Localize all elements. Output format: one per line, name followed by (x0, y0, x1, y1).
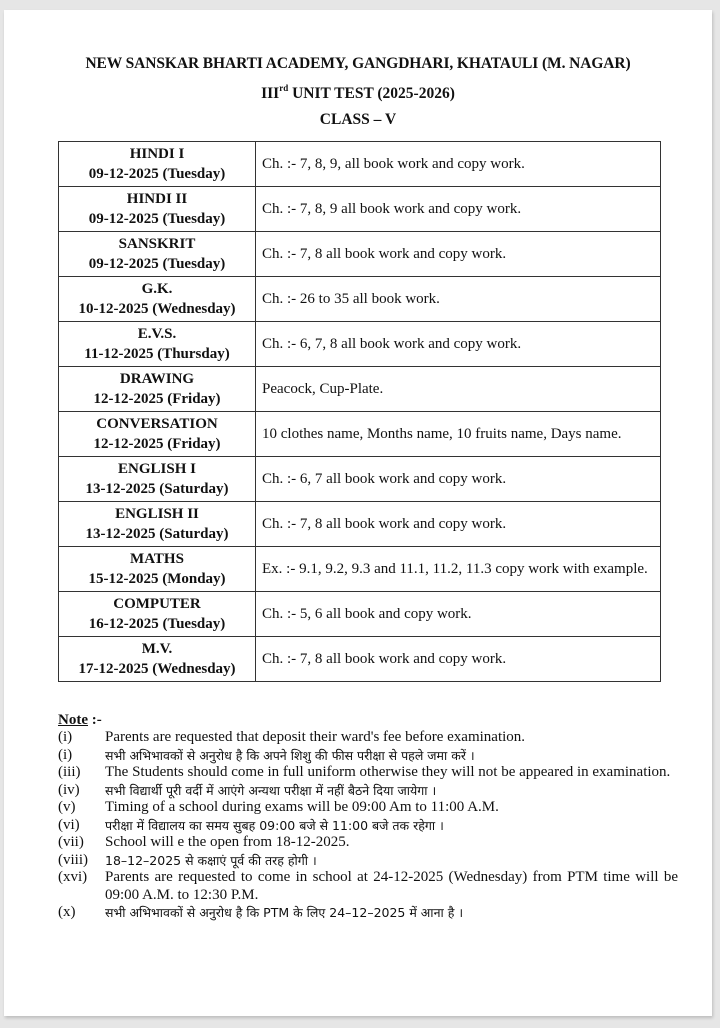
subject-cell (59, 277, 256, 322)
exam-date: 15-12-2025 (Monday) (88, 571, 226, 587)
exam-date: 09-12-2025 (Tuesday) (88, 166, 226, 182)
subject-cell (59, 502, 256, 547)
table-row (59, 232, 661, 277)
note-text: Parents are requested to come in school at 24-12-2025 (Wednesday) from PTM time will be 09:00 A.M. to 12:30 P.M. (105, 869, 678, 903)
document-page (4, 10, 712, 1016)
syllabus-cell: Ex. :- 9.1, 9.2, 9.3 and 11.1, 11.2, 11.3 copy work with example. (256, 547, 661, 592)
class-title: CLASS – V (319, 111, 397, 128)
subject-cell (59, 187, 256, 232)
note-number: (viii) (58, 851, 88, 868)
table-row (59, 412, 661, 457)
note-number: (x) (58, 904, 76, 920)
note-number: (iii) (58, 764, 81, 780)
subject-name: COMPUTER (113, 596, 201, 612)
syllabus-cell: Ch. :- 7, 8 all book work and copy work. (256, 637, 661, 682)
syllabus-cell: 10 clothes name, Months name, 10 fruits name, Days name. (256, 412, 661, 457)
subject-name: DRAWING (119, 371, 195, 387)
subject-cell (59, 592, 256, 637)
note-text: Timing of a school during exams will be 09:00 Am to 11:00 A.M. (105, 799, 499, 815)
table-row (59, 322, 661, 367)
test-title-sup: rd (279, 83, 289, 93)
exam-date: 17-12-2025 (Wednesday) (78, 661, 236, 677)
note-item (58, 817, 678, 835)
note-text: Parents are requested that deposit their ward's fee before examination. (105, 729, 526, 745)
table-row (59, 637, 661, 682)
table-row (59, 547, 661, 592)
subject-name: ENGLISH I (118, 461, 196, 477)
exam-date: 12-12-2025 (Friday) (93, 436, 221, 452)
exam-date: 16-12-2025 (Tuesday) (88, 616, 226, 632)
subject-name: MATHS (130, 551, 184, 567)
table-row (59, 187, 661, 232)
note-item (58, 799, 678, 817)
subject-name: M.V. (141, 641, 173, 657)
note-item (58, 764, 678, 782)
table-row (59, 142, 661, 187)
table-row (59, 592, 661, 637)
note-item (58, 729, 678, 747)
subject-cell (59, 142, 256, 187)
subject-cell (59, 232, 256, 277)
table-row (59, 502, 661, 547)
table-row (59, 457, 661, 502)
subject-name: ENGLISH II (115, 506, 199, 522)
subject-name: E.V.S. (137, 326, 177, 342)
syllabus-cell: Peacock, Cup-Plate. (256, 367, 661, 412)
school-name: NEW SANSKAR BHARTI ACADEMY, GANGDHARI, KHATAULI (M. NAGAR) (85, 55, 631, 72)
notes-title-suffix: :- (88, 712, 102, 728)
syllabus-cell: Ch. :- 7, 8 all book work and copy work. (256, 502, 661, 547)
syllabus-cell: Ch. :- 7, 8, 9, all book work and copy work. (256, 142, 661, 187)
note-number: (xvi) (58, 869, 88, 885)
exam-date: 09-12-2025 (Tuesday) (88, 256, 226, 272)
note-item (58, 869, 678, 904)
note-text: The Students should come in full uniform otherwise they will not be appeared in examination. (105, 764, 671, 780)
note-text: परीक्षा में विद्यालय का समय सुबह 09:00 बजे से 11:00 बजे तक रहेगा । (105, 817, 444, 833)
table-row (59, 277, 661, 322)
test-title-suffix: UNIT TEST (2025-2026) (288, 85, 455, 102)
exam-date: 12-12-2025 (Friday) (93, 391, 221, 407)
syllabus-cell: Ch. :- 5, 6 all book and copy work. (256, 592, 661, 637)
note-item (58, 852, 678, 870)
subject-name: SANSKRIT (118, 236, 196, 252)
exam-date: 13-12-2025 (Saturday) (85, 481, 229, 497)
syllabus-cell: Ch. :- 6, 7, 8 all book work and copy work. (256, 322, 661, 367)
subject-cell (59, 412, 256, 457)
note-number: (vii) (58, 834, 84, 850)
subject-name: CONVERSATION (96, 416, 218, 432)
note-text: सभी अभिभावकों से अनुरोध है कि PTM के लिए 24–12–2025 में आना है । (105, 905, 464, 920)
note-number: (v) (58, 799, 76, 815)
note-text: सभी अभिभावकों से अनुरोध है कि अपने शिशु की फीस परीक्षा से पहले जमा करें । (105, 747, 475, 763)
note-text: सभी विद्यार्थी पूरी वर्दी में आएंगे अन्यथा परीक्षा में नहीं बैठने दिया जायेगा । (105, 782, 437, 798)
subject-name: HINDI I (129, 146, 185, 162)
exam-schedule-table (58, 141, 661, 682)
subject-cell (59, 367, 256, 412)
notes-section (58, 712, 678, 922)
note-text: School will e the open from 18-12-2025. (105, 834, 350, 850)
exam-date: 11-12-2025 (Thursday) (84, 346, 230, 362)
note-item (58, 904, 678, 922)
note-text: 18–12–2025 से कक्षाएं पूर्व की तरह होगी । (105, 852, 317, 868)
subject-cell (59, 637, 256, 682)
subject-name: G.K. (141, 281, 173, 297)
note-number: (i) (58, 746, 73, 763)
subject-cell (59, 322, 256, 367)
syllabus-cell: Ch. :- 26 to 35 all book work. (256, 277, 661, 322)
subject-name: HINDI II (126, 191, 188, 207)
note-item (58, 834, 678, 852)
note-item (58, 782, 678, 800)
note-number: (vi) (58, 816, 80, 833)
exam-date: 10-12-2025 (Wednesday) (78, 301, 236, 317)
test-title-prefix: III (261, 85, 280, 102)
table-row (59, 367, 661, 412)
subject-cell (59, 457, 256, 502)
notes-title: Note (58, 712, 88, 728)
note-number: (i) (58, 729, 73, 745)
test-title (4, 83, 712, 103)
syllabus-cell: Ch. :- 7, 8, 9 all book work and copy work. (256, 187, 661, 232)
exam-date: 09-12-2025 (Tuesday) (88, 211, 226, 227)
subject-cell (59, 547, 256, 592)
notes-list (58, 729, 678, 922)
syllabus-cell: Ch. :- 7, 8 all book work and copy work. (256, 232, 661, 277)
exam-date: 13-12-2025 (Saturday) (85, 526, 229, 542)
syllabus-cell: Ch. :- 6, 7 all book work and copy work. (256, 457, 661, 502)
note-item (58, 747, 678, 765)
note-number: (iv) (58, 781, 80, 798)
